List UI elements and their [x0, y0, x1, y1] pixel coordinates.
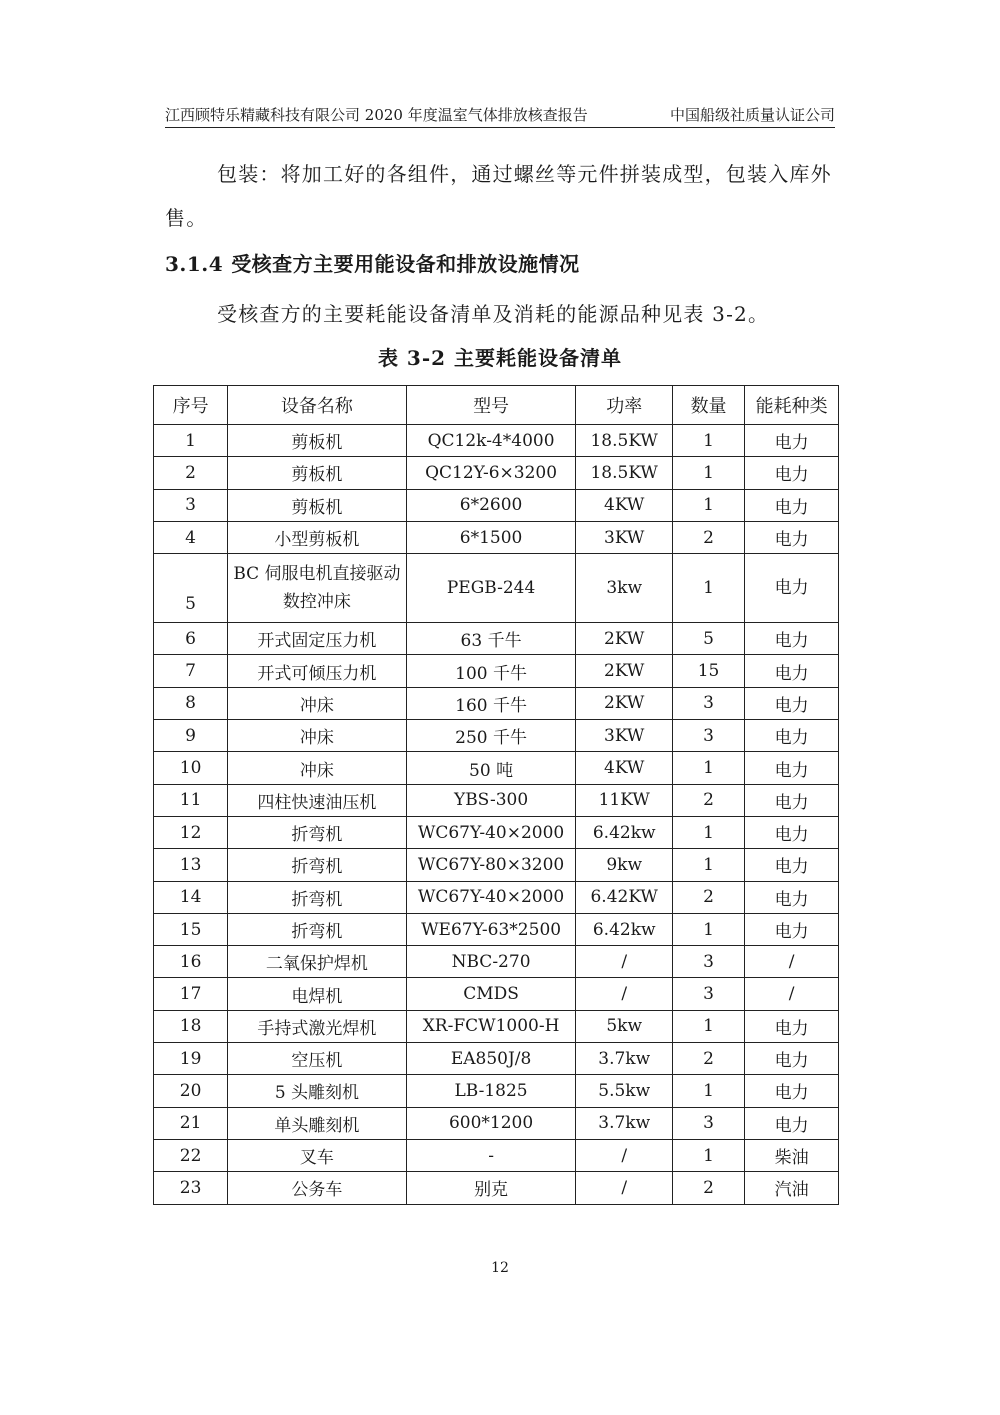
cell-equipment-name: 开式可倾压力机 — [228, 655, 407, 687]
cell-power: / — [576, 978, 673, 1010]
cell-power: 18.5KW — [576, 425, 673, 457]
table-row — [154, 1010, 839, 1042]
cell-equipment-name: 5 头雕刻机 — [228, 1075, 407, 1107]
cell-quantity: 2 — [672, 881, 744, 913]
cell-equipment-name: 手持式激光焊机 — [228, 1010, 407, 1042]
cell-model: 160 千牛 — [406, 687, 576, 719]
table-row — [154, 752, 839, 784]
cell-index: 9 — [154, 720, 228, 752]
table-row — [154, 881, 839, 913]
cell-energy-type: / — [745, 978, 839, 1010]
table-row — [154, 946, 839, 978]
table-row — [154, 1172, 839, 1204]
cell-model: QC12k-4*4000 — [406, 425, 576, 457]
cell-energy-type: 电力 — [745, 554, 839, 623]
cell-model: WC67Y-80×3200 — [406, 849, 576, 881]
cell-model: WE67Y-63*2500 — [406, 913, 576, 945]
cell-model: 别克 — [406, 1172, 576, 1204]
cell-quantity: 3 — [672, 1107, 744, 1139]
cell-model: WC67Y-40×2000 — [406, 816, 576, 848]
cell-model: 600*1200 — [406, 1107, 576, 1139]
cell-model: XR-FCW1000-H — [406, 1010, 576, 1042]
cell-quantity: 1 — [672, 913, 744, 945]
section-heading — [165, 248, 580, 277]
cell-equipment-name: 折弯机 — [228, 913, 407, 945]
header-power: 功率 — [576, 386, 673, 425]
page-number: 12 — [491, 1260, 509, 1276]
table-row — [154, 978, 839, 1010]
cell-equipment-name: 空压机 — [228, 1043, 407, 1075]
table-header-row — [154, 386, 839, 425]
cell-energy-type: 电力 — [745, 816, 839, 848]
cell-equipment-name: 冲床 — [228, 752, 407, 784]
cell-quantity: 2 — [672, 521, 744, 553]
cell-index: 1 — [154, 425, 228, 457]
cell-power: / — [576, 946, 673, 978]
cell-energy-type: 电力 — [745, 457, 839, 489]
cell-quantity: 15 — [672, 655, 744, 687]
cell-quantity: 3 — [672, 687, 744, 719]
cell-equipment-name: 二氧保护焊机 — [228, 946, 407, 978]
cell-model: CMDS — [406, 978, 576, 1010]
cell-energy-type: / — [745, 946, 839, 978]
cell-quantity: 1 — [672, 849, 744, 881]
cell-quantity: 5 — [672, 623, 744, 655]
cell-equipment-name: 单头雕刻机 — [228, 1107, 407, 1139]
table-row — [154, 849, 839, 881]
cell-index: 15 — [154, 913, 228, 945]
cell-index: 8 — [154, 687, 228, 719]
cell-power: 5kw — [576, 1010, 673, 1042]
table-row — [154, 720, 839, 752]
table-row — [154, 623, 839, 655]
table-row — [154, 816, 839, 848]
cell-energy-type: 电力 — [745, 1107, 839, 1139]
header-report-title: 江西顾特乐精藏科技有限公司 2020 年度温室气体排放核查报告 — [165, 106, 588, 124]
cell-index: 5 — [154, 554, 228, 623]
cell-model: PEGB-244 — [406, 554, 576, 623]
cell-index: 14 — [154, 881, 228, 913]
cell-equipment-name: 折弯机 — [228, 881, 407, 913]
header-organization: 中国船级社质量认证公司 — [669, 106, 835, 124]
cell-index: 19 — [154, 1043, 228, 1075]
cell-energy-type: 柴油 — [745, 1139, 839, 1171]
cell-energy-type: 汽油 — [745, 1172, 839, 1204]
cell-index: 6 — [154, 623, 228, 655]
cell-quantity: 1 — [672, 425, 744, 457]
cell-power: / — [576, 1172, 673, 1204]
cell-power: 4KW — [576, 752, 673, 784]
intro-paragraph: 受核查方的主要耗能设备清单及消耗的能源品种见表 3-2。 — [217, 302, 770, 326]
cell-power: 6.42kw — [576, 913, 673, 945]
table-row — [154, 784, 839, 816]
cell-equipment-name: 公务车 — [228, 1172, 407, 1204]
cell-power: 6.42KW — [576, 881, 673, 913]
cell-model: QC12Y-6×3200 — [406, 457, 576, 489]
cell-model: EA850J/8 — [406, 1043, 576, 1075]
cell-power: 6.42kw — [576, 816, 673, 848]
packaging-paragraph: 包装：将加工好的各组件，通过螺丝等元件拼装成型，包装入库外售。 — [165, 162, 832, 230]
cell-model: 6*1500 — [406, 521, 576, 553]
cell-quantity: 1 — [672, 1139, 744, 1171]
cell-model: 63 千牛 — [406, 623, 576, 655]
cell-power: / — [576, 1139, 673, 1171]
cell-energy-type: 电力 — [745, 784, 839, 816]
cell-power: 2KW — [576, 655, 673, 687]
header-index: 序号 — [154, 386, 228, 425]
cell-energy-type: 电力 — [745, 720, 839, 752]
table-row — [154, 687, 839, 719]
cell-energy-type: 电力 — [745, 1043, 839, 1075]
cell-quantity: 1 — [672, 554, 744, 623]
cell-equipment-name: 剪板机 — [228, 457, 407, 489]
cell-quantity: 1 — [672, 1075, 744, 1107]
cell-quantity: 1 — [672, 1010, 744, 1042]
table-row — [154, 457, 839, 489]
cell-index: 12 — [154, 816, 228, 848]
cell-energy-type: 电力 — [745, 489, 839, 521]
cell-model: 6*2600 — [406, 489, 576, 521]
cell-index: 13 — [154, 849, 228, 881]
section-title: 受核查方主要用能设备和排放设施情况 — [231, 252, 580, 276]
cell-quantity: 1 — [672, 752, 744, 784]
cell-index: 20 — [154, 1075, 228, 1107]
table-row — [154, 655, 839, 687]
cell-index: 18 — [154, 1010, 228, 1042]
cell-index: 16 — [154, 946, 228, 978]
cell-power: 2KW — [576, 623, 673, 655]
table-row — [154, 1043, 839, 1075]
cell-quantity: 1 — [672, 489, 744, 521]
cell-quantity: 3 — [672, 720, 744, 752]
equipment-table — [153, 385, 839, 1205]
header-model: 型号 — [406, 386, 576, 425]
table-row — [154, 489, 839, 521]
cell-index: 22 — [154, 1139, 228, 1171]
cell-quantity: 2 — [672, 1043, 744, 1075]
cell-model: 250 千牛 — [406, 720, 576, 752]
cell-equipment-name: 折弯机 — [228, 849, 407, 881]
cell-energy-type: 电力 — [745, 849, 839, 881]
cell-power: 3.7kw — [576, 1043, 673, 1075]
cell-index: 3 — [154, 489, 228, 521]
cell-power: 3kw — [576, 554, 673, 623]
header-energy-type: 能耗种类 — [745, 386, 839, 425]
table-row — [154, 425, 839, 457]
cell-energy-type: 电力 — [745, 623, 839, 655]
cell-energy-type: 电力 — [745, 521, 839, 553]
cell-quantity: 1 — [672, 457, 744, 489]
table-row — [154, 913, 839, 945]
cell-equipment-name: 开式固定压力机 — [228, 623, 407, 655]
cell-quantity: 3 — [672, 978, 744, 1010]
table-row — [154, 1075, 839, 1107]
cell-equipment-name: 冲床 — [228, 687, 407, 719]
cell-energy-type: 电力 — [745, 655, 839, 687]
header-quantity: 数量 — [672, 386, 744, 425]
cell-quantity: 1 — [672, 816, 744, 848]
header-equipment-name: 设备名称 — [228, 386, 407, 425]
cell-energy-type: 电力 — [745, 687, 839, 719]
cell-quantity: 3 — [672, 946, 744, 978]
cell-energy-type: 电力 — [745, 752, 839, 784]
cell-equipment-name: 电焊机 — [228, 978, 407, 1010]
cell-index: 7 — [154, 655, 228, 687]
cell-model: NBC-270 — [406, 946, 576, 978]
cell-energy-type: 电力 — [745, 913, 839, 945]
cell-index: 10 — [154, 752, 228, 784]
cell-model: YBS-300 — [406, 784, 576, 816]
section-number: 3.1.4 — [165, 252, 224, 276]
cell-index: 21 — [154, 1107, 228, 1139]
page-header — [165, 100, 835, 128]
cell-power: 3KW — [576, 521, 673, 553]
cell-power: 5.5kw — [576, 1075, 673, 1107]
cell-index: 23 — [154, 1172, 228, 1204]
table-row — [154, 1139, 839, 1171]
table-body — [154, 425, 839, 1205]
cell-index: 17 — [154, 978, 228, 1010]
cell-power: 2KW — [576, 687, 673, 719]
cell-energy-type: 电力 — [745, 425, 839, 457]
cell-equipment-name: BC 伺服电机直接驱动数控冲床 — [228, 554, 407, 623]
cell-power: 3KW — [576, 720, 673, 752]
cell-quantity: 2 — [672, 1172, 744, 1204]
cell-equipment-name: 小型剪板机 — [228, 521, 407, 553]
cell-model: - — [406, 1139, 576, 1171]
cell-quantity: 2 — [672, 784, 744, 816]
cell-power: 3.7kw — [576, 1107, 673, 1139]
cell-equipment-name: 叉车 — [228, 1139, 407, 1171]
cell-equipment-name: 四柱快速油压机 — [228, 784, 407, 816]
cell-power: 9kw — [576, 849, 673, 881]
table-caption: 表 3-2 主要耗能设备清单 — [377, 346, 623, 370]
cell-energy-type: 电力 — [745, 1010, 839, 1042]
table-row — [154, 521, 839, 553]
cell-model: 50 吨 — [406, 752, 576, 784]
cell-energy-type: 电力 — [745, 1075, 839, 1107]
cell-power: 4KW — [576, 489, 673, 521]
cell-equipment-name: 剪板机 — [228, 489, 407, 521]
cell-equipment-name: 冲床 — [228, 720, 407, 752]
cell-index: 2 — [154, 457, 228, 489]
cell-index: 11 — [154, 784, 228, 816]
cell-model: LB-1825 — [406, 1075, 576, 1107]
cell-model: WC67Y-40×2000 — [406, 881, 576, 913]
cell-energy-type: 电力 — [745, 881, 839, 913]
cell-equipment-name: 折弯机 — [228, 816, 407, 848]
cell-power: 11KW — [576, 784, 673, 816]
table-row — [154, 1107, 839, 1139]
cell-model: 100 千牛 — [406, 655, 576, 687]
cell-index: 4 — [154, 521, 228, 553]
table-row — [154, 554, 839, 623]
cell-equipment-name: 剪板机 — [228, 425, 407, 457]
cell-power: 18.5KW — [576, 457, 673, 489]
